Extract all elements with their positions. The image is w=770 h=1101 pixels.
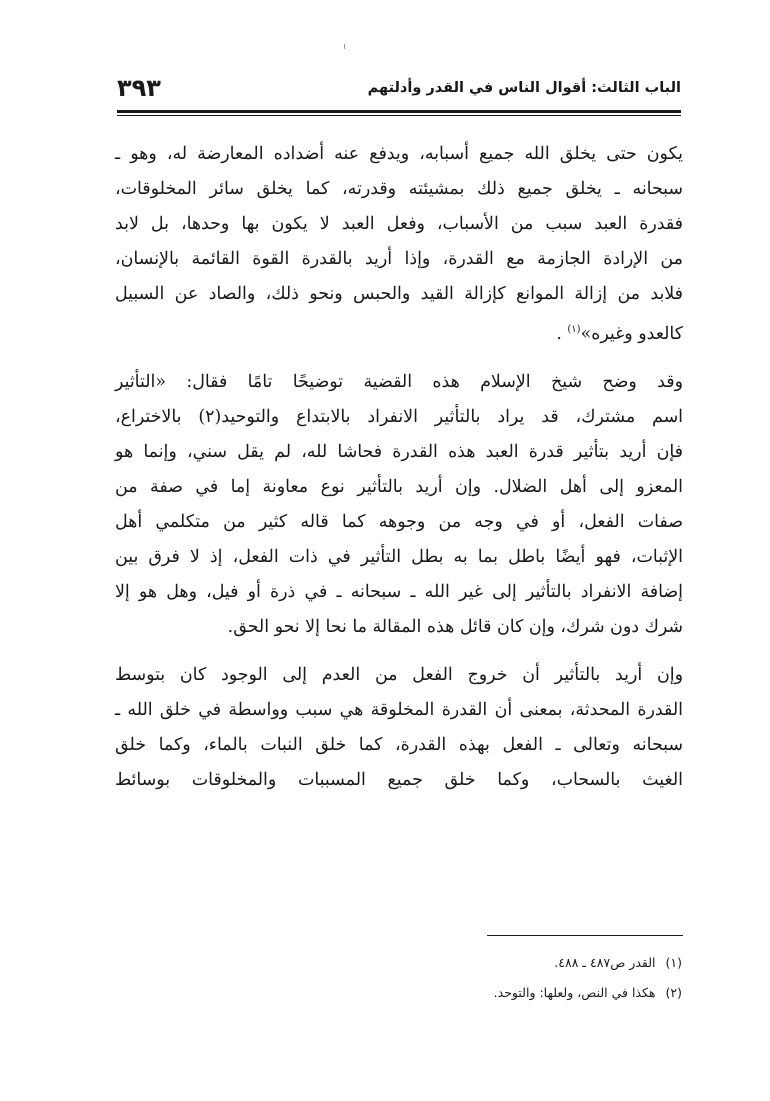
- text-line: وإن أريد بالتأثير أن خروج الفعل من العدم إلى الوجود كان بتوسط: [115, 664, 683, 685]
- text-line-last: [115, 312, 683, 352]
- header-rule-thick: [117, 110, 681, 113]
- scan-mark: [344, 44, 345, 49]
- text-line: فقدرة العبد سبب من الأسباب، وفعل العبد لا يكون بها وحدها، بل لابد: [115, 214, 683, 234]
- text-line: الإثبات، فهو أيضًا باطل بما به بطل التأثير في ذات الفعل، إذ لا فرق بين: [115, 546, 683, 567]
- text-line: فإن أريد بتأثير قدرة العبد هذه القدرة فحاشا لله، لم يقل سني، وإنما هو: [115, 441, 683, 462]
- chapter-title: الباب الثالث: أقوال الناس في القدر وأدلتهم: [367, 80, 681, 96]
- footnote-2: [300, 978, 682, 1008]
- text-line: فلابد من إزالة الموانع كإزالة القيد والحبس ونحو ذلك، والصاد عن السبيل: [115, 284, 683, 304]
- text-fragment: .: [556, 323, 568, 344]
- text-line: سبحانه ـ يخلق جميع ذلك بمشيئته وقدرته، كما يخلق سائر المخلوقات،: [115, 179, 683, 199]
- footnotes: [300, 948, 682, 1008]
- footnote-number: (٢): [665, 985, 682, 1000]
- footnote-1: [300, 948, 682, 978]
- text-line: القدرة المحدثة، بمعنى أن القدرة المخلوقة هي سبب وواسطة في خلق الله ـ: [115, 699, 683, 720]
- text-line-last: شرك دون شرك، وإن كان قائل هذه المقالة ما نحا إلا نحو الحق.: [227, 616, 683, 637]
- text-line: اسم مشترك، قد يراد بالتأثير الانفراد بالابتداع والتوحيد(٢) بالاختراع،: [115, 406, 684, 427]
- text-line: المعزو إلى أهل الضلال. وإن أريد بالتأثير نوع معاونة إما في صفة من: [115, 476, 683, 497]
- paragraph-1: [115, 137, 683, 352]
- footnote-text: القدر ص٤٨٧ ـ ٤٨٨.: [554, 955, 656, 970]
- text-line: من الإرادة الجازمة مع القدرة، وإذا أريد بالقدرة القوة القائمة بالإنسان،: [115, 249, 683, 269]
- footnote-text: هكذا في النص، ولعلها: والتوحد.: [493, 985, 656, 1000]
- paragraph-3: [115, 658, 683, 798]
- header-rule: [117, 110, 681, 116]
- header-rule-thin: [117, 115, 681, 116]
- footnote-ref-1[interactable]: (١): [567, 324, 581, 335]
- paragraph-2: [115, 365, 683, 645]
- footnote-separator: [487, 935, 683, 936]
- text-fragment: كالعدو وغيره»: [580, 323, 683, 344]
- text-line: صفات الفعل، أو في وجه من وجوهه كما قاله كثير من متكلمي أهل: [115, 511, 683, 532]
- text-line: يكون حتى يخلق الله جميع أسبابه، ويدفع عنه أضداده المعارضة له، وهو ـ: [115, 144, 683, 164]
- page-number: ٣٩٣: [117, 74, 161, 102]
- text-line: الغيث بالسحاب، وكما خلق جميع المسببات والمخلوقات بوسائط: [115, 769, 683, 790]
- text-line: وقد وضح شيخ الإسلام هذه القضية توضيحًا تامًا فقال: «التأثير: [115, 371, 683, 392]
- running-header: [117, 72, 681, 108]
- text-line: إضافة الانفراد بالتأثير إلى غير الله ـ سبحانه ـ في ذرة أو فيل، وهل هو إلا: [115, 581, 683, 602]
- main-text: [115, 137, 683, 798]
- footnote-number: (١): [665, 955, 682, 970]
- text-line: سبحانه وتعالى ـ الفعل بهذه القدرة، كما خلق النبات بالماء، وكما خلق: [115, 734, 683, 755]
